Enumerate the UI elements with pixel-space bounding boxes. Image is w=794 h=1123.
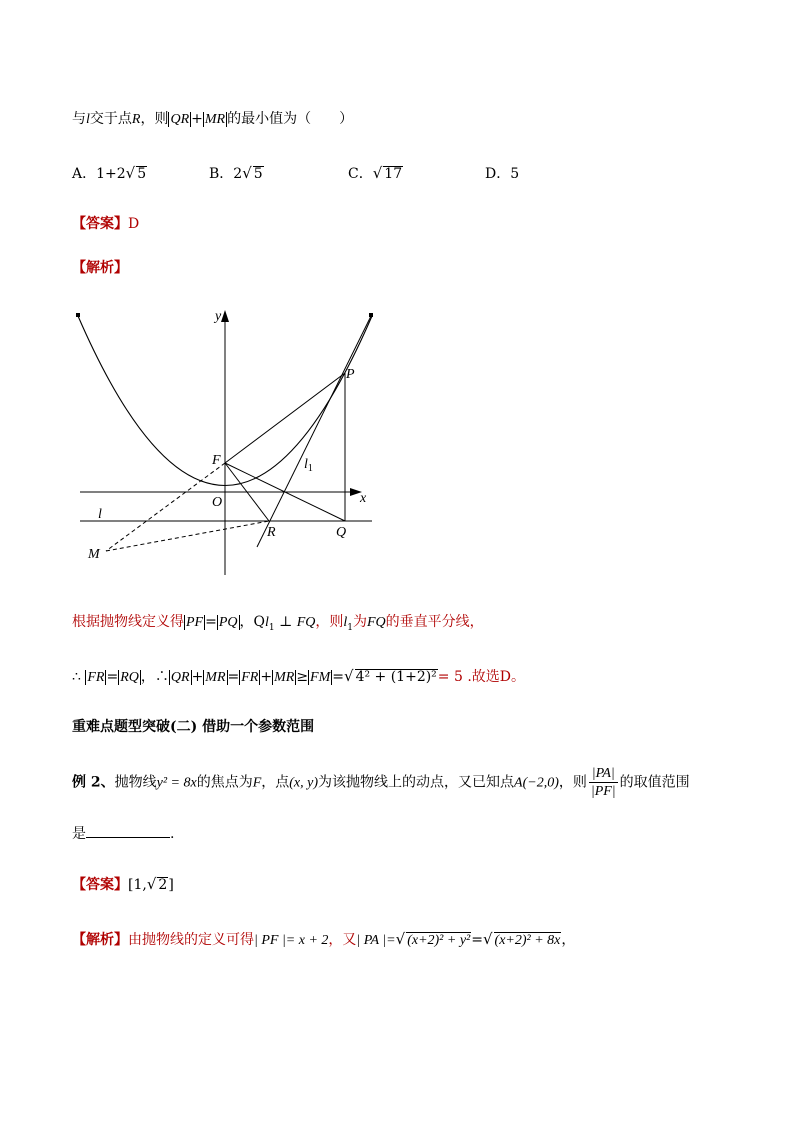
- answer-value: D: [128, 216, 140, 232]
- option-c: C．√ 17: [348, 164, 403, 182]
- line-l: l: [86, 112, 90, 127]
- label-l: l: [98, 507, 102, 522]
- answer-line: [72, 213, 139, 233]
- label-F: F: [212, 453, 221, 468]
- question-text: 与: [72, 111, 86, 127]
- example-2-line-2: 是 .: [72, 823, 174, 843]
- answer-blank[interactable]: [86, 823, 170, 838]
- label-l1: $l_1$: [304, 457, 313, 474]
- explanation-line-1: 根据抛物线定义得 PF = PQ ，$Ql_1$ ⊥ FQ，则$l_1$为FQ的垂直平分线，: [72, 614, 484, 633]
- label-M: M: [88, 547, 100, 562]
- option-a: A．1+2√ 5: [72, 164, 147, 182]
- point-R: R: [131, 112, 141, 127]
- plus-sign: +: [191, 111, 203, 127]
- label-x: x: [360, 491, 367, 506]
- radical-sign: √: [395, 930, 406, 948]
- answer-tag: 【答案】: [72, 877, 128, 893]
- radical-sign: √: [482, 930, 493, 948]
- analysis-tag: 【解析】: [72, 260, 128, 276]
- label-y: y: [215, 309, 222, 324]
- dashed-MR: [106, 521, 269, 551]
- question-text: 交于点: [89, 111, 132, 127]
- question-text: 的最小值为（ ）: [227, 111, 354, 127]
- explanation-line-2: ∴ FR = RQ ，∴ QR + MR = FR + MR ≥ FM =√ 4² + (1+2)²= 5 .故选D。: [72, 667, 526, 685]
- abs-QR: QR: [170, 112, 190, 127]
- label-Q: Q: [336, 525, 347, 540]
- parabola-figure: [74, 300, 394, 590]
- question-text: ，则: [140, 111, 169, 127]
- section-title: 重难点题型突破(二) 借助一个参数范围: [72, 719, 315, 735]
- label-R: R: [267, 525, 276, 540]
- y-axis-arrow: [221, 310, 229, 322]
- fraction-PA-PF: $\frac{|PA|}{|PF|}$: [590, 766, 616, 799]
- question-line: [72, 108, 353, 128]
- radical-sign: √: [125, 164, 136, 182]
- tangent-line-l1: [257, 314, 372, 547]
- segment-FP: [225, 373, 345, 463]
- radical-sign: √: [146, 875, 157, 893]
- label-P: P: [346, 367, 355, 382]
- option-b: B．2√ 5: [209, 164, 263, 182]
- answer-tag: 【答案】: [72, 216, 128, 232]
- analysis-tag: 【解析】: [72, 932, 128, 948]
- option-d: D．5: [485, 166, 520, 182]
- dashed-FM: [106, 463, 225, 551]
- radical-sign: √: [242, 164, 252, 182]
- radical-sign: √: [372, 164, 383, 182]
- example-2-line: 例 2、抛物线y² = 8x的焦点为F，点(x, y)为该抛物线上的动点，又已知点A(−2,0)，则 $\frac{|PA|}{|PF|}$ 的取值范围: [72, 766, 690, 799]
- answer-2-line: 【答案】[1,√ 2]: [72, 875, 174, 893]
- radical-sign: √: [344, 667, 354, 685]
- label-O: O: [212, 495, 223, 510]
- parabola-end-left: [76, 313, 80, 317]
- abs-MR: MR: [204, 112, 226, 127]
- analysis-2-line: 【解析】由抛物线的定义可得| PF |= x + 2，又| PA |=√ (x+2)² + y²=√ (x+2)² + 8x，: [72, 930, 576, 948]
